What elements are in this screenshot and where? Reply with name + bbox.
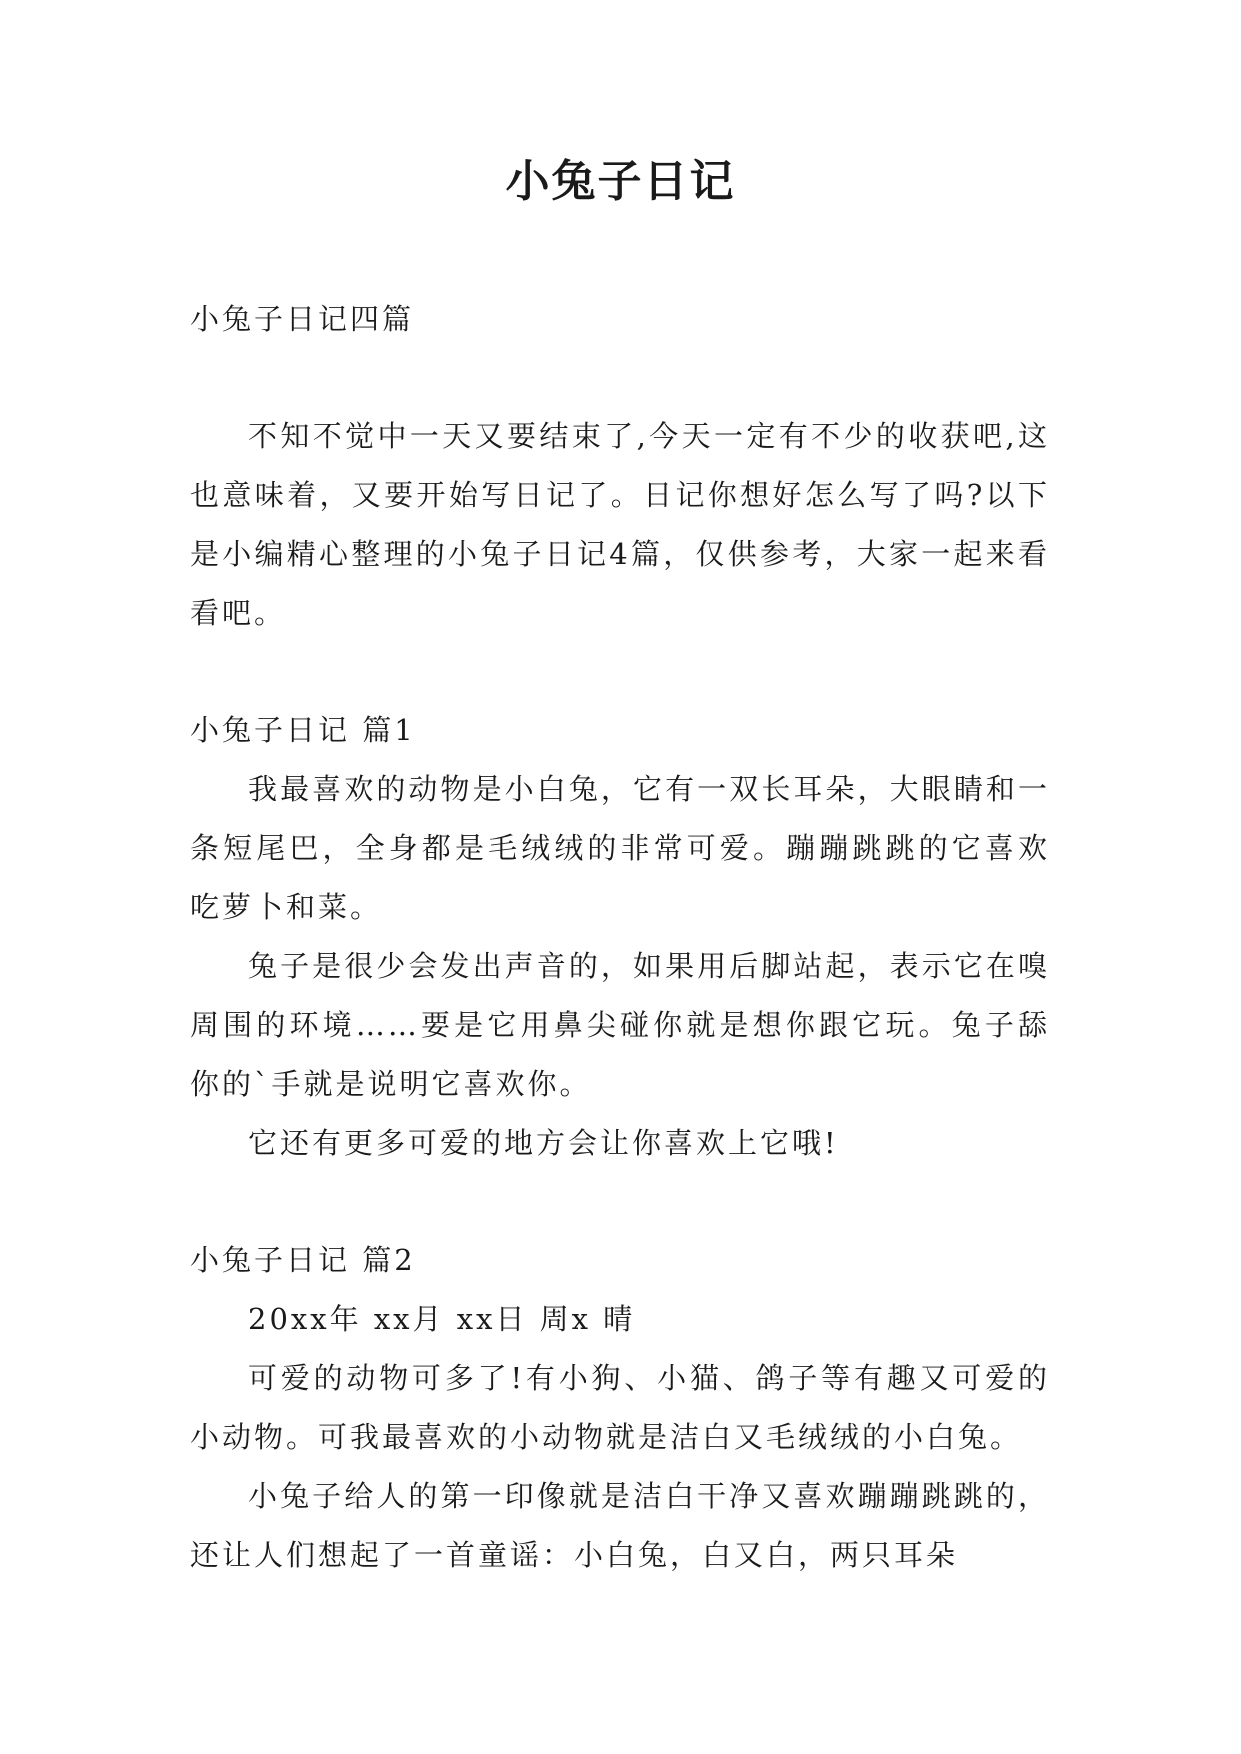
document-body: [190, 290, 1050, 1585]
section-heading-2: 小兔子日记 篇2: [190, 1243, 416, 1277]
section-2-paragraph-2: 小兔子给人的第一印像就是洁白干净又喜欢蹦蹦跳跳的，还让人们想起了一首童谣：小白兔，白又白，两只耳朵: [190, 1479, 1050, 1572]
section-1-paragraph-2: 兔子是很少会发出声音的，如果用后脚站起，表示它在嗅周围的环境……要是它用鼻尖碰你就是想你跟它玩。兔子舔你的`手就是说明它喜欢你。: [190, 949, 1050, 1101]
section-1-paragraph-1: 我最喜欢的动物是小白兔，它有一双长耳朵，大眼睛和一条短尾巴，全身都是毛绒绒的非常可爱。蹦蹦跳跳的它喜欢吃萝卜和菜。: [190, 772, 1050, 924]
document-title: 小兔子日记: [505, 156, 736, 207]
intro-paragraph: 不知不觉中一天又要结束了,今天一定有不少的收获吧,这也意味着，又要开始写日记了。日记你想好怎么写了吗?以下是小编精心整理的小兔子日记4篇，仅供参考，大家一起来看看吧。: [190, 419, 1050, 630]
document-subtitle: 小兔子日记四篇: [190, 302, 415, 336]
section-2-paragraph-1: 可爱的动物可多了!有小狗、小猫、鸽子等有趣又可爱的小动物。可我最喜欢的小动物就是洁白又毛绒绒的小白兔。: [190, 1361, 1050, 1454]
section-1-paragraph-3: 它还有更多可爱的地方会让你喜欢上它哦!: [248, 1126, 839, 1160]
section-heading-1: 小兔子日记 篇1: [190, 713, 416, 747]
section-2-date-line: 20xx年 xx月 xx日 周x 晴: [248, 1302, 636, 1336]
